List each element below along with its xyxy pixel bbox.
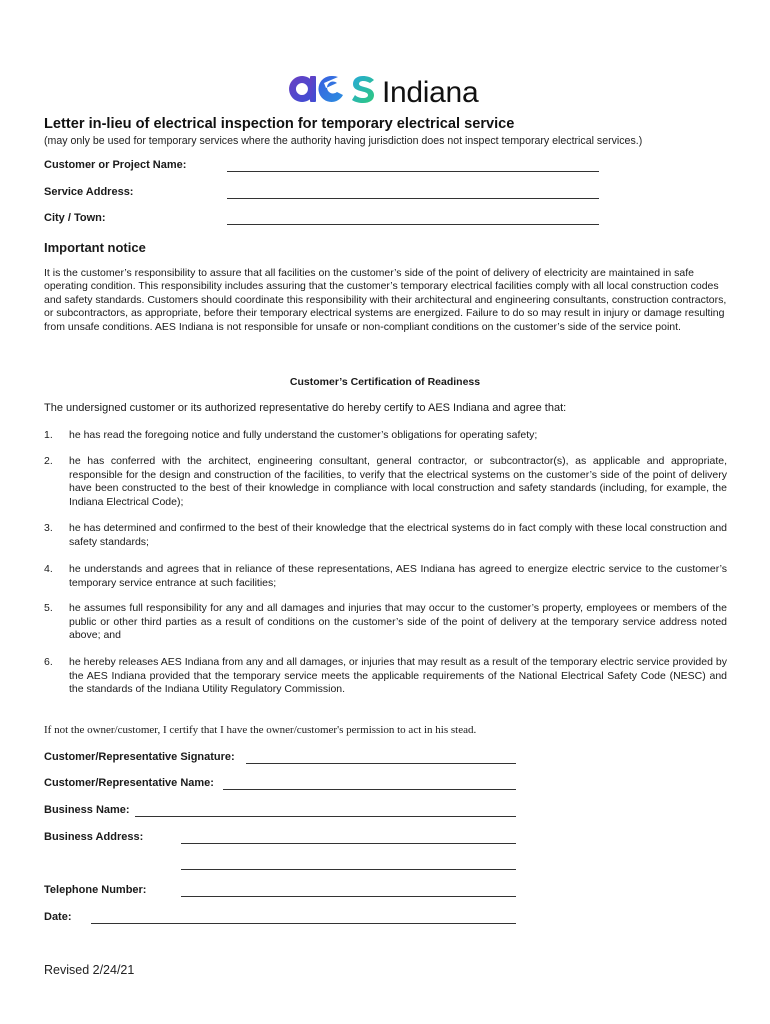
item-text: he has read the foregoing notice and fully understand the customer’s obligations for operating safety; (69, 429, 538, 441)
certification-item (44, 429, 727, 443)
item-number: 2. (44, 455, 53, 467)
city-town-field[interactable] (227, 224, 599, 225)
item-number: 3. (44, 522, 53, 534)
item-number: 6. (44, 656, 53, 668)
business-address-field-line1[interactable] (181, 843, 516, 844)
representative-name-field[interactable] (223, 789, 516, 790)
important-notice-heading: Important notice (44, 240, 146, 255)
item-text: he hereby releases AES Indiana from any and all damages, or injuries that may result as a result of the temporary electric service provided by the AES Indiana provided that the temporary service meets the applicable requirements of the National Electrical Safety Code (NESC) and the standards of the Indiana Utility Regulatory Commission. (69, 656, 727, 696)
signature-field[interactable] (246, 763, 516, 764)
business-address-label: Business Address: (44, 831, 144, 843)
telephone-field[interactable] (181, 896, 516, 897)
aes-brand-mark-icon (286, 66, 378, 108)
certification-item (44, 522, 727, 549)
customer-project-name-field[interactable] (227, 171, 599, 172)
document-subtitle: (may only be used for temporary services where the authority having jurisdiction does not inspect temporary electrical services.) (44, 135, 643, 147)
business-address-field-line2[interactable] (181, 869, 516, 870)
service-address-label: Service Address: (44, 186, 134, 198)
certification-item (44, 455, 727, 509)
item-number: 5. (44, 602, 53, 614)
item-number: 1. (44, 429, 53, 441)
certification-heading: Customer’s Certification of Readiness (289, 376, 481, 388)
business-name-field[interactable] (135, 816, 516, 817)
item-text: he has conferred with the architect, engineering consultant, general contractor, or subcontractor(s), as applicable and appropriate, responsible for the design and construction of the facilities, to verify that the electrical systems on the customer’s side of the point of delivery have been constructed to the best of their knowledge in compliance with local construction and safety standards (including, for example, the Indiana Electrical Code); (69, 455, 727, 508)
city-town-label: City / Town: (44, 212, 106, 224)
telephone-label: Telephone Number: (44, 884, 147, 896)
customer-project-name-label: Customer or Project Name: (44, 159, 187, 171)
certification-item (44, 656, 727, 697)
document-title: Letter in-lieu of electrical inspection for temporary electrical service (44, 116, 515, 132)
important-notice-body: It is the customer’s responsibility to assure that all facilities on the customer’s side of the point of delivery of electricity are maintained in safe operating condition. This responsibility includes assuring that the customer’s temporary electrical facilities comply with all local construction codes and safety standards. Customers should coordinate this responsibility with their architectural and engineering consultants, construction contractors, or subcontractors, as appropriate, before their temporary electrical systems are energized. Failure to do so may result in injury or damage resulting from unsafe conditions. AES Indiana is not responsible for unsafe or non-compliant conditions on the customer’s side of the service point. (44, 267, 727, 333)
item-text: he has determined and confirmed to the best of their knowledge that the electrical systems do in fact comply with these local construction and safety standards; (69, 522, 727, 548)
aes-indiana-logo (286, 58, 478, 108)
logo-wordmark: Indiana (382, 76, 479, 109)
certification-item (44, 563, 727, 590)
service-address-field[interactable] (227, 198, 599, 199)
certification-item (44, 602, 727, 643)
owner-permission-note: If not the owner/customer, I certify that I have the owner/customer's permission to act in his stead. (44, 724, 477, 736)
item-number: 4. (44, 563, 53, 575)
item-text: he understands and agrees that in reliance of these representations, AES Indiana has agreed to energize electric service to the customer’s temporary service entrance at such facilities; (69, 563, 727, 589)
date-field[interactable] (91, 923, 516, 924)
signature-label: Customer/Representative Signature: (44, 751, 235, 763)
certification-intro: The undersigned customer or its authorized representative do hereby certify to AES Indiana and agree that: (44, 402, 567, 414)
item-text: he assumes full responsibility for any and all damages and injuries that may occur to the customer’s property, employees or members of the public or other third parties as a result of conditions on the customer’s side of the point of delivery at the temporary service address noted above; and (69, 602, 727, 642)
representative-name-label: Customer/Representative Name: (44, 777, 214, 789)
date-label: Date: (44, 911, 72, 923)
business-name-label: Business Name: (44, 804, 130, 816)
revision-date: Revised 2/24/21 (44, 963, 135, 977)
